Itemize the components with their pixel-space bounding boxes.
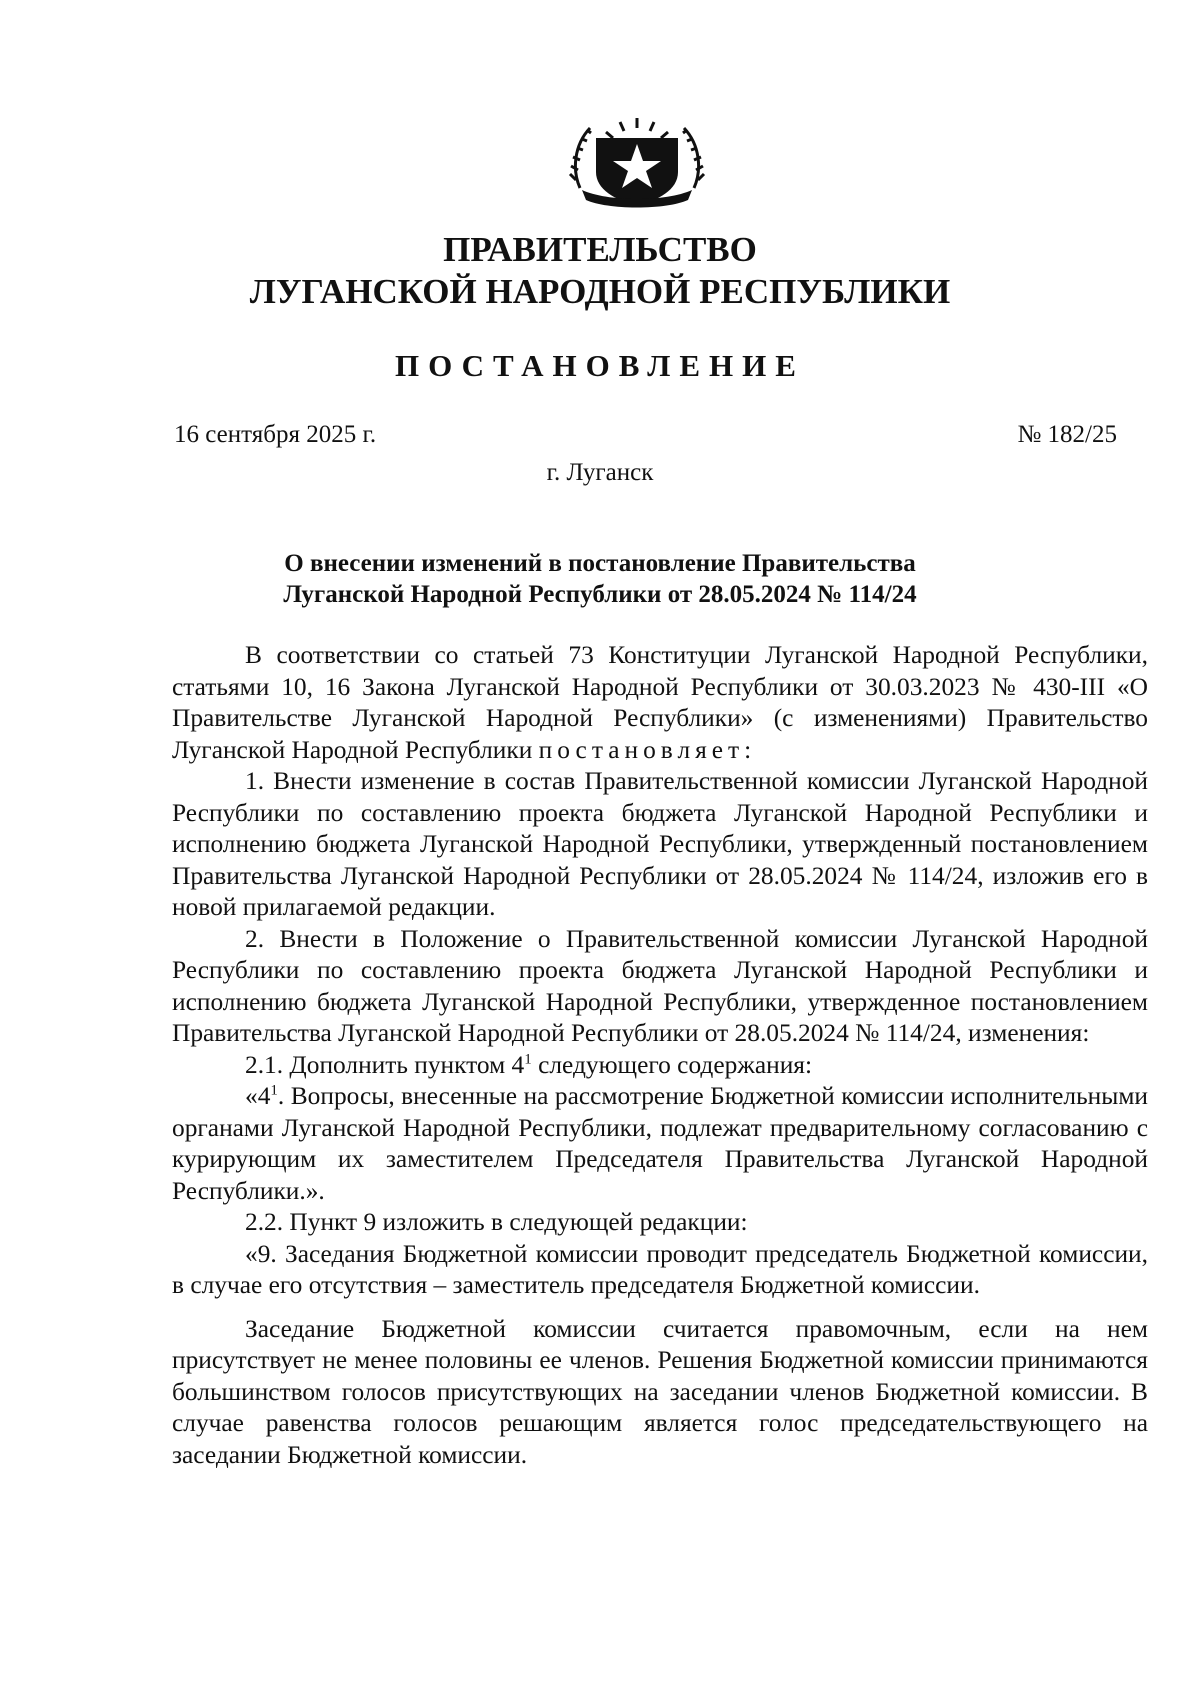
document-date: 16 сентября 2025 г. — [174, 421, 377, 448]
preamble-paragraph — [172, 640, 1148, 766]
preamble-text: В соответствии со статьей 73 Конституции Луганской Народной Республики, статьями 10, 16 Закона Луганской Народной Республики от 30.03.2023 № 430-III «О Правительстве Луганской Народной Республики» (с изменениями) Правительство Луганской Народной Республики — [172, 641, 1148, 764]
org-title-line2: ЛУГАНСКОЙ НАРОДНОЙ РЕСПУБЛИКИ — [249, 272, 951, 311]
item-2-1: 2.1. Дополнить пунктом $4^1$ следующего содержания: — [245, 1050, 813, 1079]
item-1: 1. Внести изменение в состав Правительственной комиссии Луганской Народной Республики по составлению проекта бюджета Луганской Народной Республики и исполнению бюджета Луганской Народной Республики, утвержденный постановлением Правительства Луганской Народной Республики от 28.05.2024 № 114/24, изложив его в новой прилагаемой редакции. — [172, 767, 1148, 921]
org-title-line1: ПРАВИТЕЛЬСТВО — [443, 230, 757, 269]
document-body — [172, 640, 1148, 1471]
document-city: г. Луганск — [546, 459, 654, 486]
coat-of-arms-emblem — [568, 110, 706, 210]
item-2-2: 2.2. Пункт 9 изложить в следующей редакции: — [245, 1208, 748, 1236]
document-subject — [0, 548, 1200, 610]
quote-point-9-paragraph1: «9. Заседания Бюджетной комиссии проводит председатель Бюджетной комиссии, в случае его отсутствия – заместитель председателя Бюджетной комиссии. — [172, 1239, 1148, 1299]
document-number: № 182/25 — [1017, 421, 1117, 448]
subject-line2: Луганской Народной Республики от 28.05.2024 № 114/24 — [283, 581, 917, 608]
resolves-word: постановляет: — [538, 735, 757, 764]
item-2: 2. Внести в Положение о Правительственной комиссии Луганской Народной Республики по составлению проекта бюджета Луганской Народной Республики и исполнению бюджета Луганской Народной Республики, утвержденное постановлением Правительства Луганской Народной Республики от 28.05.2024 № 114/24, изменения: — [172, 924, 1148, 1047]
subject-line1: О внесении изменений в постановление Правительства — [284, 550, 916, 577]
quote-point-9-paragraph2: Заседание Бюджетной комиссии считается правомочным, если на нем присутствует не менее половины ее членов. Решения Бюджетной комиссии принимаются большинством голосов присутствующих на заседании членов Бюджетной комиссии. В случае равенства голосов решающим является голос председательствующего на заседании Бюджетной комиссии. — [172, 1314, 1148, 1469]
quote-point-4-1: «$4^1$. Вопросы, внесенные на рассмотрение Бюджетной комиссии исполнительными органами Луганской Народной Республики, подлежат предварительному согласованию с курирующим их заместителем Председателя Правительства Луганской Народной Республики.». — [172, 1082, 1148, 1205]
document-type: ПОСТАНОВЛЕНИЕ — [395, 348, 805, 383]
